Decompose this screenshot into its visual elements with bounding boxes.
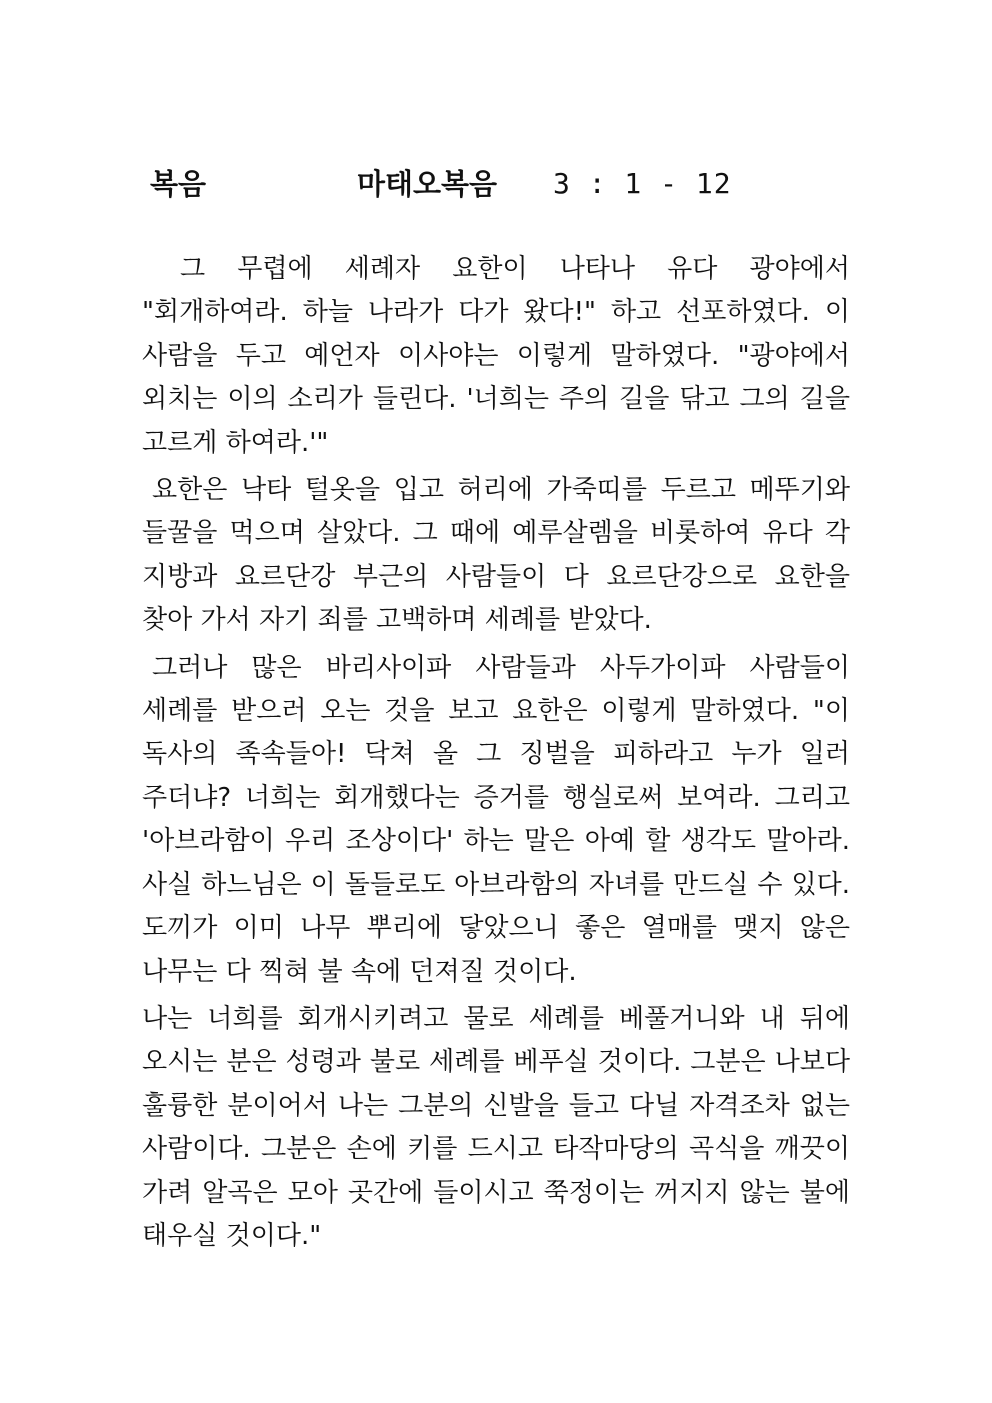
paragraph-2: 요한은 낙타 털옷을 입고 허리에 가죽띠를 두르고 메뚜기와 들꿀을 먹으며 살았다. 그 때에 예루살렘을 비롯하여 유다 각 지방과 요르단강 부근의 사람들이 다 요르단강으로 요한을 찾아 가서 자기 죄를 고백하며 세례를 받았다. <box>142 475 850 636</box>
paragraph-3: 그러나 많은 바리사이파 사람들과 사두가이파 사람들이 세례를 받으러 오는 것을 보고 요한은 이렇게 말하였다. "이 독사의 족속들아! 닥쳐 올 그 징벌을 피하라고 누가 일러 주더냐? 너희는 회개했다는 증거를 행실로써 보여라. 그리고 '아브라함이 우리 조상이다' 하는 말은 아예 할 생각도 말아라. 사실 하느님은 이 돌들로도 아브라함의 자녀를 만드실 수 있다. 도끼가 이미 나무 뿌리에 닿았으니 좋은 열매를 맺지 않은 나무는 다 찍혀 불 속에 던져질 것이다. <box>142 652 850 987</box>
chapter-verse-reference: 3 : 1 - 12 <box>553 167 732 200</box>
reading-heading <box>0 160 992 208</box>
book-title: 마태오복음 <box>357 167 498 201</box>
reading-label: 복음 <box>150 167 207 201</box>
paragraph-4: 나는 너희를 회개시키려고 물로 세례를 베풀거니와 내 뒤에 오시는 분은 성령과 불로 세례를 베푸실 것이다. 그분은 나보다 훌륭한 분이어서 나는 그분의 신발을 들고 다닐 자격조차 없는 사람이다. 그분은 손에 키를 드시고 타작마당의 곡식을 깨끗이 가려 알곡은 모아 곳간에 들이시고 쭉정이는 꺼지지 않는 불에 태우실 것이다." <box>142 1003 850 1251</box>
paragraph-1: 그 무렵에 세례자 요한이 나타나 유다 광야에서 "회개하여라. 하늘 나라가 다가 왔다!" 하고 선포하였다. 이 사람을 두고 예언자 이사야는 이렇게 말하였다. "광야에서 외치는 이의 소리가 들린다. '너희는 주의 길을 닦고 그의 길을 고르게 하여라.'" <box>142 254 850 458</box>
gospel-text <box>142 248 850 1262</box>
